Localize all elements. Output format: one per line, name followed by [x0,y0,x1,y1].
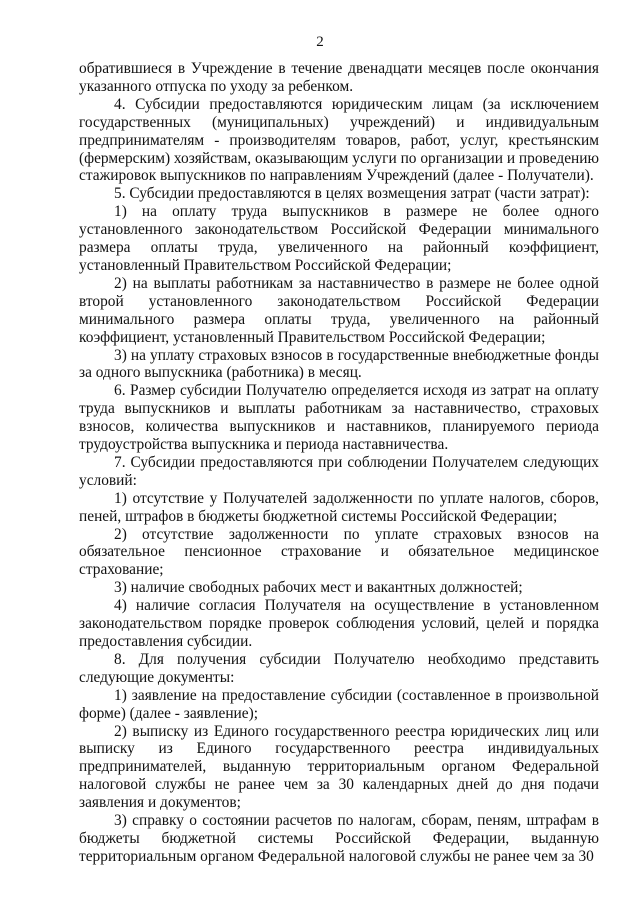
paragraph-subitem-8-2: 2) выписку из Единого государственного реестра юридических лиц или выписку из Единого государственного реестра индивидуальных предпринимателей, выданную территориальным органом Федеральной налоговой службы не ранее чем за 30 календарных дней до дня подачи заявления и документов; [79,722,599,812]
paragraph-item-7: 7. Субсидии предоставляются при соблюдении Получателем следующих условий: [79,453,599,489]
paragraph-subitem-7-2: 2) отсутствие задолженности по уплате страховых взносов на обязательное пенсионное страхование и обязательное медицинское страхование; [79,525,599,579]
document-body [79,60,599,866]
page-number: 2 [316,34,324,50]
paragraph-item-5: 5. Субсидии предоставляются в целях возмещения затрат (части затрат): [114,185,590,203]
paragraph-subitem-8-1: 1) заявление на предоставление субсидии (составленное в произвольной форме) (далее - заявление); [79,686,599,722]
paragraph-subitem-5-3: 3) на уплату страховых взносов в государственные внебюджетные фонды за одного выпускника (работника) в месяц. [79,346,599,382]
paragraph-subitem-5-1: 1) на оплату труда выпускников в размере не более одного установленного законодательством Российской Федерации минимального размера оплаты труда, увеличенного на районный коэффициент, установленный Правительством Российской Федерации; [79,203,599,274]
paragraph-item-4: 4. Субсидии предоставляются юридическим лицам (за исключением государственных (муниципальных) учреждений) и индивидуальным предпринимателям - производителям товаров, работ, услуг, крестьянским (фермерским) хозяйствам, оказывающим услуги по организации и проведению стажировок выпускников по направлениям Учреждений (далее - Получатели). [79,95,599,185]
paragraph-subitem-8-3: 3) справку о состоянии расчетов по налогам, сборам, пеням, штрафам в бюджеты бюджетной системы Российской Федерации, выданную территориальным органом Федеральной налоговой службы не ранее чем за 30 [79,812,599,865]
paragraph-subitem-7-3: 3) наличие свободных рабочих мест и вакантных должностей; [114,579,523,597]
paragraph-continuation: обратившиеся в Учреждение в течение двенадцати месяцев после окончания указанного отпуска по уходу за ребенком. [79,60,599,95]
paragraph-item-6: 6. Размер субсидии Получателю определяется исходя из затрат на оплату труда выпускников и выплаты работникам за наставничество, страховых взносов, количества выпускников и наставников, планируемого периода трудоустройства выпускника и периода наставничества. [79,382,599,454]
paragraph-subitem-7-1: 1) отсутствие у Получателей задолженности по уплате налогов, сборов, пеней, штрафов в бюджеты бюджетной системы Российской Федерации; [79,489,599,525]
paragraph-subitem-5-2: 2) на выплаты работникам за наставничество в размере не более одной второй установленного законодательством Российской Федерации минимального размера оплаты труда, увеличенного на районный коэффициент, установленный Правительством Российской Федерации; [79,274,599,346]
paragraph-item-8: 8. Для получения субсидии Получателю необходимо представить следующие документы: [79,650,599,686]
paragraph-subitem-7-4: 4) наличие согласия Получателя на осуществление в установленном законодательством порядке проверок соблюдения условий, целей и порядка предоставления субсидии. [79,597,599,650]
